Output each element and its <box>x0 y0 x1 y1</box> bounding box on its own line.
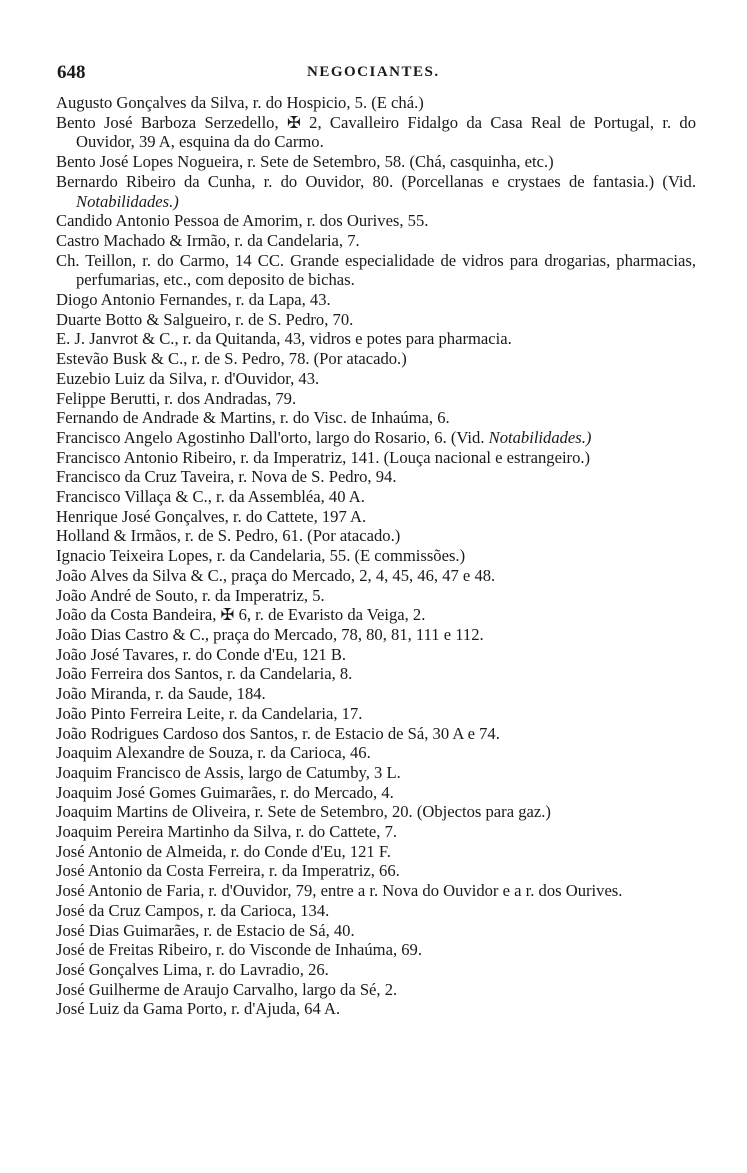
list-item <box>56 645 696 665</box>
list-item <box>56 507 696 527</box>
list-item <box>56 231 696 251</box>
list-item <box>56 724 696 744</box>
list-item <box>56 448 696 468</box>
entry-text: Joaquim Alexandre de Souza, r. da Carioca, 46. <box>56 743 371 763</box>
entry-text: Francisco Villaça & C., r. da Assembléa, 40 A. <box>56 487 365 507</box>
entry-text: Bento José Barboza Serzedello, ✠ 2, Cavalleiro Fidalgo da Casa Real de Portugal, r. do Ouvidor, 39 A, esquina da do Carmo. <box>56 112 696 152</box>
list-item <box>56 487 696 507</box>
list-item <box>56 980 696 1000</box>
list-item <box>56 546 696 566</box>
entry-text: Bernardo Ribeiro da Cunha, r. do Ouvidor, 80. (Porcellanas e crystaes de fantasia.) (Vid. <box>56 171 696 191</box>
list-item <box>56 664 696 684</box>
entry-text: Francisco Antonio Ribeiro, r. da Imperatriz, 141. (Louça nacional e estrangeiro.) <box>56 447 591 467</box>
entry-text: José Gonçalves Lima, r. do Lavradio, 26. <box>56 959 329 979</box>
list-item <box>56 625 696 645</box>
entry-text: Diogo Antonio Fernandes, r. da Lapa, 43. <box>56 290 331 310</box>
list-item <box>56 842 696 862</box>
entry-text: Candido Antonio Pessoa de Amorim, r. dos Ourives, 55. <box>56 211 429 231</box>
entry-text: Joaquim Francisco de Assis, largo de Catumby, 3 L. <box>56 762 401 782</box>
list-item <box>56 861 696 881</box>
list-item <box>56 822 696 842</box>
entry-text: João Alves da Silva & C., praça do Mercado, 2, 4, 45, 46, 47 e 48. <box>56 565 496 585</box>
merchant-list <box>56 93 696 1019</box>
list-item <box>56 369 696 389</box>
list-item <box>56 408 696 428</box>
entry-text: José de Freitas Ribeiro, r. do Visconde de Inhaúma, 69. <box>56 940 422 960</box>
list-item <box>56 389 696 409</box>
list-item <box>56 940 696 960</box>
list-item <box>56 93 696 113</box>
entry-text: João Pinto Ferreira Leite, r. da Candelaria, 17. <box>56 703 363 723</box>
list-item <box>56 881 696 901</box>
entry-text: Fernando de Andrade & Martins, r. do Visc. de Inhaúma, 6. <box>56 408 450 428</box>
list-item <box>56 211 696 231</box>
list-item <box>56 605 696 625</box>
entry-text: Felippe Berutti, r. dos Andradas, 79. <box>56 388 297 408</box>
list-item <box>56 960 696 980</box>
entry-text: José Guilherme de Araujo Carvalho, largo da Sé, 2. <box>56 979 398 999</box>
list-item <box>56 704 696 724</box>
entry-text: Estevão Busk & C., r. de S. Pedro, 78. (Por atacado.) <box>56 349 407 369</box>
entry-text: João André de Souto, r. da Imperatriz, 5. <box>56 585 325 605</box>
entry-text: Augusto Gonçalves da Silva, r. do Hospicio, 5. (E chá.) <box>56 93 424 112</box>
page-number: 648 <box>57 62 86 83</box>
entry-text: Joaquim Pereira Martinho da Silva, r. do Cattete, 7. <box>56 822 398 842</box>
entry-text: Francisco da Cruz Taveira, r. Nova de S. Pedro, 94. <box>56 467 397 487</box>
entry-text: José Antonio da Costa Ferreira, r. da Imperatriz, 66. <box>56 861 400 881</box>
list-item <box>56 586 696 606</box>
list-item <box>56 172 696 211</box>
list-item <box>56 349 696 369</box>
entry-text: Duarte Botto & Salgueiro, r. de S. Pedro, 70. <box>56 309 354 329</box>
entry-text: Joaquim José Gomes Guimarães, r. do Mercado, 4. <box>56 782 394 802</box>
entry-text: José da Cruz Campos, r. da Carioca, 134. <box>56 900 330 920</box>
entry-text: José Antonio de Almeida, r. do Conde d'Eu, 121 F. <box>56 841 391 861</box>
list-item <box>56 329 696 349</box>
entry-text: Ignacio Teixeira Lopes, r. da Candelaria, 55. (E commissões.) <box>56 546 466 566</box>
list-item <box>56 152 696 172</box>
entry-text: José Luiz da Gama Porto, r. d'Ajuda, 64 A. <box>56 999 341 1019</box>
entry-text: Francisco Angelo Agostinho Dall'orto, largo do Rosario, 6. (Vid. <box>56 427 485 447</box>
list-item <box>56 999 696 1019</box>
entry-text: Castro Machado & Irmão, r. da Candelaria, 7. <box>56 230 360 250</box>
list-item <box>56 783 696 803</box>
entry-note: Notabilidades.) <box>76 191 179 211</box>
entry-text: João Ferreira dos Santos, r. da Candelaria, 8. <box>56 664 353 684</box>
entry-text: Joaquim Martins de Oliveira, r. Sete de Setembro, 20. (Objectos para gaz.) <box>56 802 551 822</box>
list-item <box>56 251 696 290</box>
entry-text: Henrique José Gonçalves, r. do Cattete, 197 A. <box>56 506 367 526</box>
entry-text: João da Costa Bandeira, ✠ 6, r. de Evaristo da Veiga, 2. <box>56 605 426 625</box>
entry-text: Bento José Lopes Nogueira, r. Sete de Setembro, 58. (Chá, casquinha, etc.) <box>56 152 554 172</box>
entry-text: E. J. Janvrot & C., r. da Quitanda, 43, vidros e potes para pharmacia. <box>56 329 512 349</box>
entry-text: Ch. Teillon, r. do Carmo, 14 CC. Grande especialidade de vidros para drogarias, pharmacias, perfumarias, etc., com deposito de bichas. <box>56 250 696 290</box>
list-item <box>56 467 696 487</box>
list-item <box>56 566 696 586</box>
entry-text: José Dias Guimarães, r. de Estacio de Sá, 40. <box>56 920 355 940</box>
page-header <box>57 62 697 86</box>
list-item <box>56 310 696 330</box>
list-item <box>56 684 696 704</box>
entry-text: Holland & Irmãos, r. de S. Pedro, 61. (Por atacado.) <box>56 526 401 546</box>
entry-text: José Antonio de Faria, r. d'Ouvidor, 79, entre a r. Nova do Ouvidor e a r. dos Ourives. <box>56 881 623 901</box>
running-head: NEGOCIANTES. <box>307 64 440 80</box>
list-item <box>56 526 696 546</box>
entry-text: João José Tavares, r. do Conde d'Eu, 121 B. <box>56 644 347 664</box>
list-item <box>56 743 696 763</box>
entry-text: Euzebio Luiz da Silva, r. d'Ouvidor, 43. <box>56 368 320 388</box>
list-item <box>56 428 696 448</box>
list-item <box>56 921 696 941</box>
entry-text: João Miranda, r. da Saude, 184. <box>56 684 266 704</box>
entry-text: João Dias Castro & C., praça do Mercado, 78, 80, 81, 111 e 112. <box>56 624 484 644</box>
entry-note: Notabilidades.) <box>488 427 592 447</box>
list-item <box>56 113 696 152</box>
list-item <box>56 901 696 921</box>
list-item <box>56 802 696 822</box>
entry-text: João Rodrigues Cardoso dos Santos, r. de Estacio de Sá, 30 A e 74. <box>56 723 500 743</box>
list-item <box>56 290 696 310</box>
list-item <box>56 763 696 783</box>
